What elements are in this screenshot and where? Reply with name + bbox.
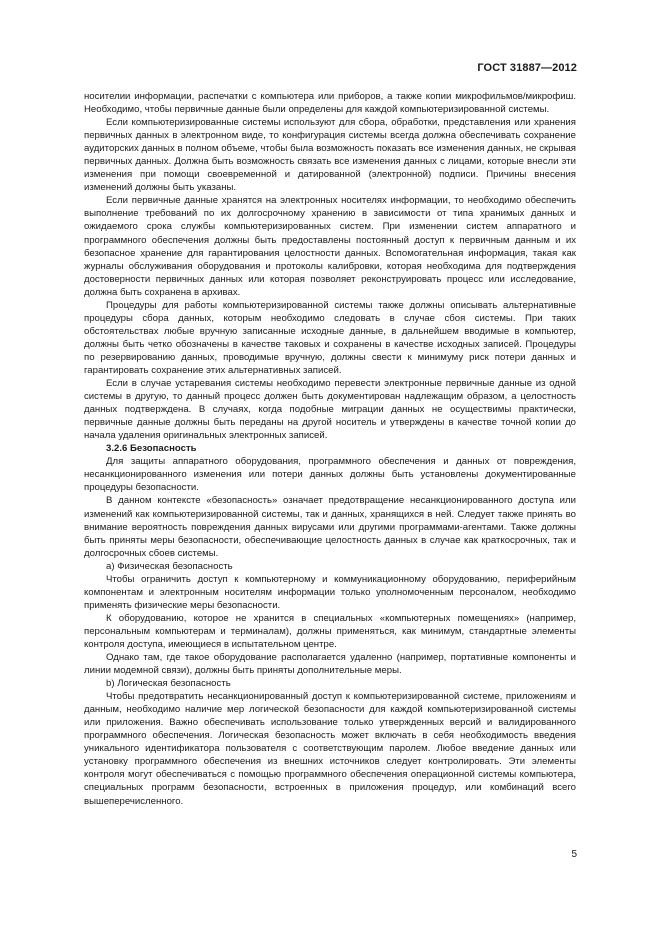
- subheading-physical-security: а) Физическая безопасность: [106, 560, 233, 572]
- paragraph: Однако там, где такое оборудование располагается удаленно (например, портативные компоненты и линии модемной связи), должны быть приняты дополнительные меры.: [84, 652, 576, 677]
- paragraph: В данном контексте «безопасность» означает предотвращение несанкционированного доступа или изменений как компьютеризированной системы, так и данных, хранящихся в ней. Следует также принять во внимание вероятность повреждения данных вирусами или другими программами-агентами. Также должны быть приняты меры безопасности, обеспечивающие целостность данных в случае как краткосрочных, так и долгосрочных сбоев системы.: [84, 495, 576, 559]
- body-text: [84, 90, 576, 808]
- paragraph: Чтобы предотвратить несанкционированный доступ к компьютеризированной системе, приложениям и данным, необходимо наличие мер логической безопасности для каждой компьютеризированной системы или приложения. Важно обеспечивать использование только утвержденных версий и валидированного программного обеспечения. Логическая безопасность может включать в себя необходимость введения уникального идентификатора пользователя с соответствующим паролем. Любое введение данных или установку программного обеспечения из внешних источников следует контролировать. Эти элементы контроля могут обеспечиваться с помощью программного обеспечения операционной системы компьютера, специальных программ безопасности, встроенных в приложения процедур, или комбинаций всего вышеперечисленного.: [84, 691, 576, 807]
- paragraph: Если первичные данные хранятся на электронных носителях информации, то необходимо обеспечить выполнение требований по их долгосрочному хранению в зависимости от типа хранимых данных и ожидаемого срока службы компьютеризированных систем. При изменении систем аппаратного и программного обеспечения должны быть предоставлены постоянный доступ к первичным данным и их безопасное хранение для гарантирования целостности данных. Вспомогательная информация, такая как журналы обслуживания оборудования и протоколы калибровки, которая необходима для подтверждения достоверности первичных данных или которая позволяет реконструировать процесс или исследование, должна быть сохранена в архивах.: [84, 195, 576, 298]
- paragraph: Процедуры для работы компьютеризированной системы также должны описывать альтернативные процедуры сбора данных, которым необходимо следовать в случае сбоя системы. При таких обстоятельствах любые вручную записанные исходные данные, в дальнейшем вводимые в компьютер, должны быть четко обозначены в качестве таковых и сохранены в качестве исходных записей. Процедуры по резервированию данных, проводимые вручную, должны свести к минимуму риск потери данных и гарантировать сохранение этих альтернативных записей.: [84, 299, 576, 376]
- page-number: 5: [571, 849, 577, 860]
- paragraph: Чтобы ограничить доступ к компьютерному и коммуникационному оборудованию, периферийным компонентам и электронным носителям информации только уполномоченным персоналом, необходимо применять физические меры безопасности.: [84, 573, 576, 611]
- paragraph: К оборудованию, которое не хранится в специальных «компьютерных помещениях» (например, персональным компьютерам и терминалам), должны применяться, как минимум, стандартные элементы контроля доступа, имеющиеся в испытательном центре.: [84, 612, 576, 650]
- paragraph: Если в случае устаревания системы необходимо перевести электронные первичные данные из одной системы в другую, то данный процесс должен быть документирован надлежащим образом, а целостность данных подтверждена. В случаях, когда подобные миграции данных не осуществимы практически, первичные данные должны быть переданы на другой носитель и утверждены в качестве точной копии до начала удаления оригинальных электронных записей.: [84, 378, 576, 442]
- paragraph: Если компьютеризированные системы используют для сбора, обработки, представления или хранения первичных данных в электронном виде, то конфигурация системы всегда должна обеспечивать сохранение аудиторских данных в полном объеме, чтобы была возможность показать все изменения данных, не скрывая первичных данных. Должна быть возможность связать все изменения данных с лицами, которые внесли эти изменения при помощи своевременной и датированной (электронной) подписи. Причины внесения изменений должны быть указаны.: [84, 117, 576, 194]
- document-id-header: ГОСТ 31887—2012: [477, 62, 577, 74]
- paragraph-continuation: носителии информации, распечатки с компьютера или приборов, а также копии микрофильмов/микрофиш. Необходимо, чтобы первичные данные были определены для каждой компьютеризированной системы.: [84, 91, 576, 116]
- subheading-logical-security: b) Логическая безопасность: [106, 678, 231, 690]
- paragraph: Для защиты аппаратного оборудования, программного обеспечения и данных от повреждения, несанкционированного изменения или потери данных должны быть установлены документированные процедуры безопасности.: [84, 456, 576, 494]
- section-heading-security: 3.2.6 Безопасность: [106, 443, 197, 455]
